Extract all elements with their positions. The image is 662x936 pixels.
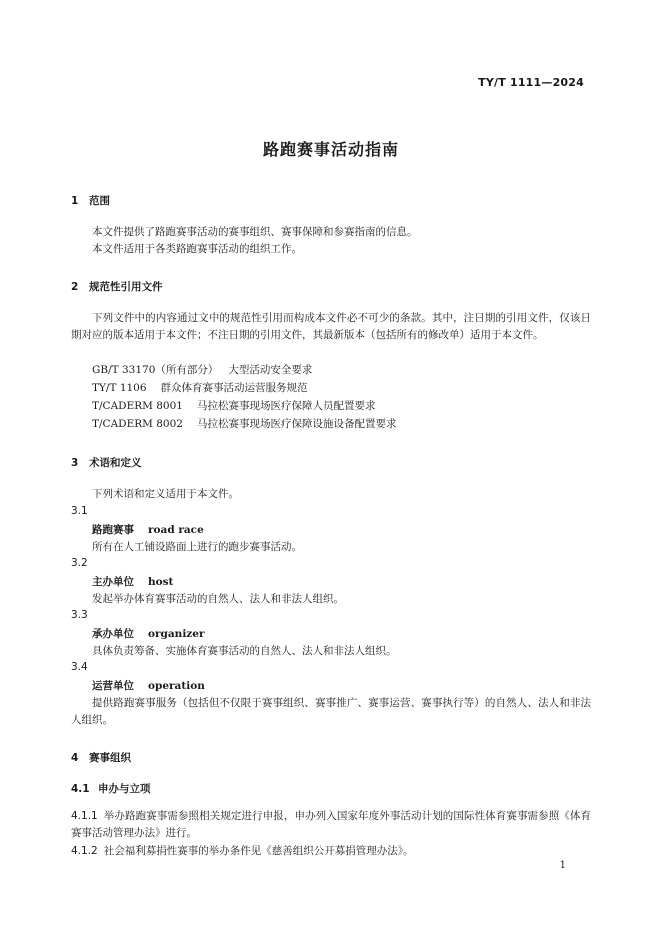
reference-item — [92, 362, 312, 377]
reference-code: T/CADERM 8001 — [92, 400, 183, 412]
term-definition: 具体负责筹备、实施体育赛事活动的自然人、法人和非法人组织。 — [92, 645, 397, 657]
subsection-4-1-heading — [71, 781, 151, 796]
page-number: 1 — [559, 860, 566, 871]
term-entry — [92, 678, 205, 693]
term-en: road race — [148, 524, 204, 536]
clause-text: 社会福利募捐性赛事的举办条件见《慈善组织公开募捐管理办法》。 — [103, 845, 414, 857]
subsection-number: 4.1 — [71, 783, 90, 795]
subsection-title: 申办与立项 — [98, 783, 151, 795]
document-title: 路跑赛事活动指南 — [262, 140, 399, 159]
section-title: 术语和定义 — [89, 457, 142, 469]
section-title: 范围 — [89, 195, 110, 207]
reference-item — [92, 416, 396, 431]
clause-number: 4.1.2 — [71, 845, 98, 857]
term-number: 3.1 — [71, 505, 88, 517]
section-1-paragraph: 本文件适用于各类路跑赛事活动的组织工作。 — [92, 243, 302, 255]
section-title: 规范性引用文件 — [89, 281, 163, 293]
term-en: host — [148, 576, 174, 588]
term-entry — [92, 626, 204, 641]
term-cn: 运营单位 — [92, 680, 134, 692]
reference-code: T/CADERM 8002 — [92, 418, 183, 430]
section-3-heading — [71, 455, 142, 470]
section-4-heading — [71, 750, 131, 765]
term-number: 3.3 — [71, 609, 88, 621]
reference-title: 大型活动安全要求 — [228, 364, 313, 376]
term-cn: 承办单位 — [92, 628, 134, 640]
section-1-heading — [71, 193, 110, 208]
term-number: 3.2 — [71, 557, 88, 569]
clause-text: 举办路跑赛事需参照相关规定进行申报，申办列入国家年度外事活动计划的国际性体育赛事需参照《体育赛事活动管理办法》进行。 — [71, 810, 591, 839]
section-number: 4 — [71, 752, 79, 764]
reference-title: 群众体育赛事活动运营服务规范 — [160, 382, 308, 394]
section-number: 2 — [71, 281, 79, 293]
section-number: 3 — [71, 457, 79, 469]
reference-item — [92, 380, 308, 395]
section-2-intro: 下列文件中的内容通过文中的规范性引用而构成本文件必不可少的条款。其中，注日期的引用文件，仅该日期对应的版本适用于本文件；不注日期的引用文件，其最新版本（包括所有的修改单）适用于本文件。 — [71, 312, 591, 341]
reference-title: 马拉松赛事现场医疗保障人员配置要求 — [196, 400, 376, 412]
reference-code: GB/T 33170（所有部分） — [92, 364, 219, 376]
section-title: 赛事组织 — [89, 752, 131, 764]
term-entry — [92, 522, 204, 537]
section-number: 1 — [71, 195, 79, 207]
clause-4-1-2 — [71, 843, 591, 860]
section-2-heading — [71, 279, 163, 294]
reference-code: TY/T 1106 — [92, 382, 147, 394]
term-definition: 所有在人工铺设路面上进行的跑步赛事活动。 — [92, 541, 302, 553]
term-en: organizer — [148, 628, 205, 640]
clause-number: 4.1.1 — [71, 810, 98, 822]
term-cn: 主办单位 — [92, 576, 134, 588]
term-cn: 路跑赛事 — [92, 524, 134, 536]
term-definition: 发起举办体育赛事活动的自然人、法人和非法人组织。 — [92, 593, 344, 605]
standard-code: TY/T 1111—2024 — [478, 76, 584, 89]
term-definition: 提供路跑赛事服务（包括但不仅限于赛事组织、赛事推广、赛事运营、赛事执行等）的自然人、法人和非法人组织。 — [71, 697, 591, 726]
clause-4-1-1 — [71, 808, 591, 842]
reference-item — [92, 398, 375, 413]
term-number: 3.4 — [71, 661, 88, 673]
section-1-paragraph: 本文件提供了路跑赛事活动的赛事组织、赛事保障和参赛指南的信息。 — [92, 226, 418, 238]
section-3-intro: 下列术语和定义适用于本文件。 — [92, 488, 239, 500]
term-entry — [92, 574, 173, 589]
reference-title: 马拉松赛事现场医疗保障设施设备配置要求 — [196, 418, 397, 430]
term-en: operation — [148, 680, 205, 692]
